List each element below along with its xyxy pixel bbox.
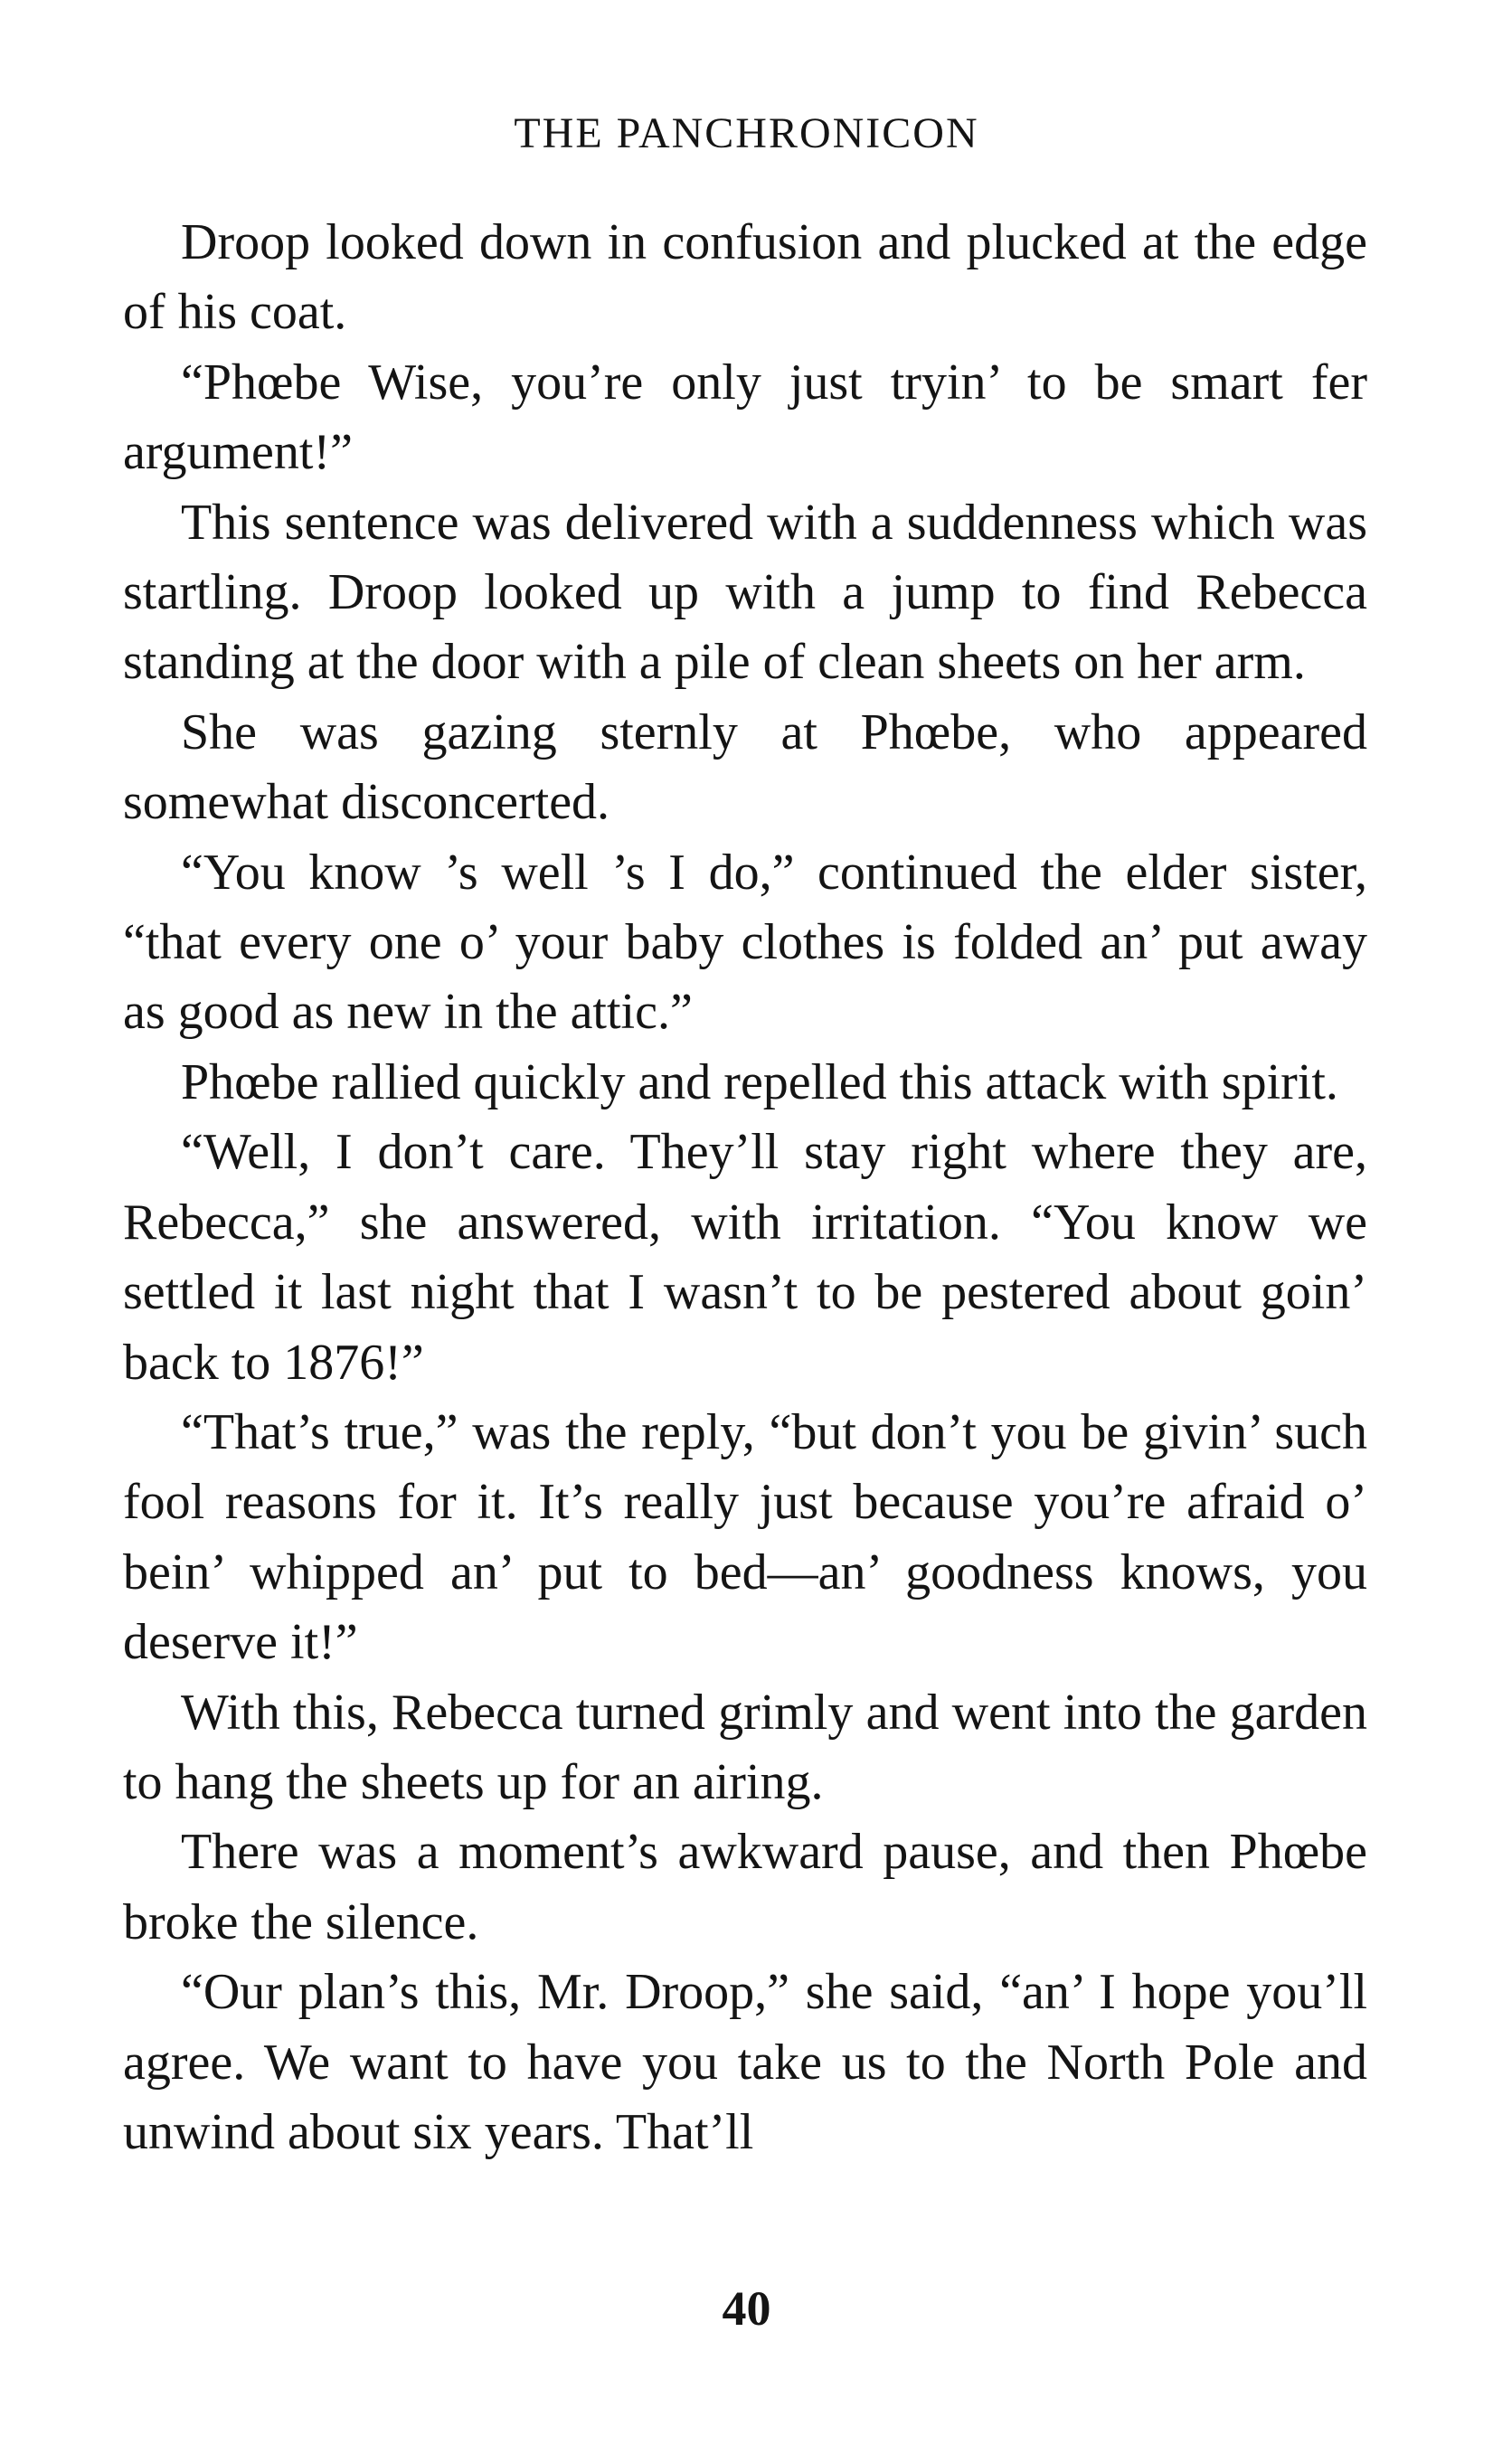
paragraph: “Our plan’s this, Mr. Droop,” she said, “an’ I hope you’ll agree. We want to have you take us to the North Pole and unwind about six years. That’ll [123,1964,1367,2160]
paragraph: Droop looked down in confusion and plucked at the edge of his coat. [123,214,1367,341]
paragraph: She was gazing sternly at Phœbe, who appeared somewhat disconcerted. [123,703,1367,831]
paragraph: “You know ’s well ’s I do,” continued the elder sister, “that every one o’ your baby clothes is folded an’ put away as good as new in the attic.” [123,844,1367,1041]
paragraph: Phœbe rallied quickly and repelled this attack with spirit. [181,1053,1338,1110]
paragraph: “That’s true,” was the reply, “but don’t you be givin’ such fool reasons for it. It’s really just because you’re afraid o’ bein’ whipped an’ put to bed—an’ goodness knows, you deserve it!” [123,1403,1367,1671]
paragraph: This sentence was delivered with a suddenness which was startling. Droop looked up with a jump to find Rebecca standing at the door with a pile of clean sheets on her arm. [123,494,1367,691]
body-text [123,208,1367,2167]
running-header: THE PANCHRONICON [514,109,979,157]
page-number: 40 [722,2281,771,2336]
paragraph: “Phœbe Wise, you’re only just tryin’ to be smart fer argument!” [123,354,1367,481]
paragraph: There was a moment’s awkward pause, and then Phœbe broke the silence. [123,1824,1367,1950]
paragraph: With this, Rebecca turned grimly and went into the garden to hang the sheets up for an airing. [123,1684,1367,1810]
paragraph: “Well, I don’t care. They’ll stay right where they are, Rebecca,” she answered, with irritation. “You know we settled it last night that I wasn’t to be pestered about goin’ back to 1876!” [123,1124,1367,1391]
